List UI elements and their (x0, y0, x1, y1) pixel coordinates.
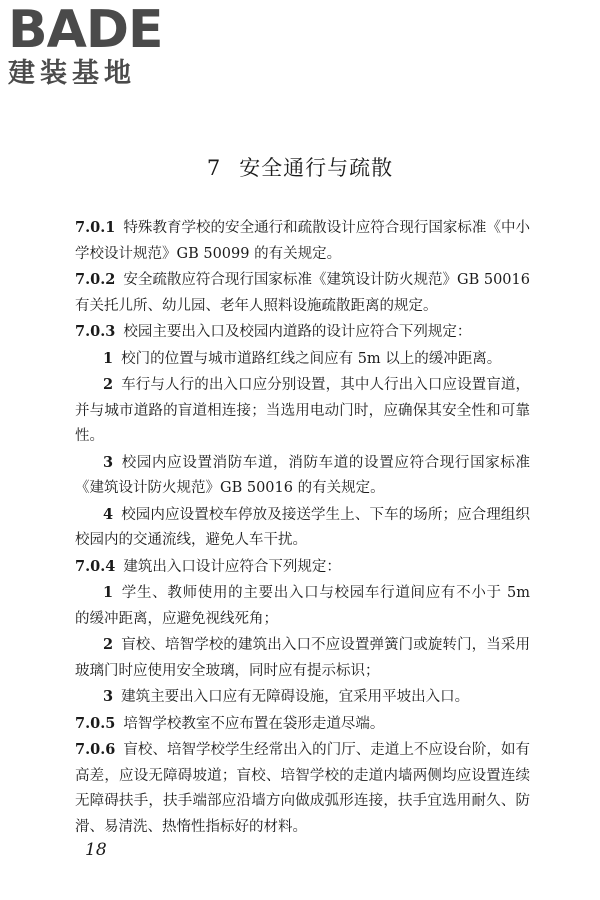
logo-brand: BADE (8, 0, 163, 60)
item-text: 车行与人行的出入口应分别设置，其中人行出入口应设置盲道，并与城市道路的盲道相连接；当选用电动门时，应确保其安全性和可靠性。 (75, 377, 530, 444)
clause-text: 校园主要出入口及校园内道路的设计应符合下列规定： (123, 324, 472, 340)
brand-logo (8, 0, 183, 90)
list-item (75, 450, 530, 502)
clause-7-0-6 (75, 737, 530, 840)
clause-number: 7.0.6 (75, 741, 116, 758)
clause-7-0-4 (75, 554, 530, 581)
clause-number: 7.0.5 (75, 714, 116, 732)
chapter-heading: 安全通行与疏散 (239, 156, 394, 180)
list-item (75, 632, 530, 684)
item-number: 2 (103, 376, 114, 393)
clause-number: 7.0.3 (75, 323, 116, 340)
list-item (75, 346, 530, 373)
item-text: 建筑主要出入口应有无障碍设施，宜采用平坡出入口。 (121, 689, 470, 705)
clause-text: 安全疏散应符合现行国家标准《建筑设计防火规范》GB 50016 有关托儿所、幼儿园、老年人照料设施疏散距离的规定。 (75, 272, 530, 314)
clause-text: 特殊教育学校的安全通行和疏散设计应符合现行国家标准《中小学校设计规范》GB 50099 的有关规定。 (75, 220, 530, 262)
list-item (75, 580, 530, 632)
clause-number: 7.0.2 (75, 271, 116, 288)
item-number: 1 (103, 584, 114, 601)
item-text: 学生、教师使用的主要出入口与校园车行道间应有不小于 5m 的缓冲距离，应避免视线死角； (75, 585, 530, 627)
clause-7-0-5 (75, 711, 530, 738)
clause-number: 7.0.1 (75, 219, 116, 236)
item-number: 3 (103, 453, 114, 471)
item-text: 校门的位置与城市道路红线之间应有 5m 以上的缓冲距离。 (121, 350, 502, 367)
clause-7-0-1 (75, 215, 530, 267)
document-body (75, 215, 530, 840)
item-number: 4 (103, 505, 114, 523)
logo-subtitle: 建装基地 (8, 58, 136, 89)
page-number: 18 (85, 840, 107, 860)
clause-text: 盲校、培智学校学生经常出入的门厅、走道上不应设台阶，如有高差，应设无障碍坡道；盲校、培智学校的走道内墙两侧均应设置连续无障碍扶手，扶手端部应沿墙方向做成弧形连接，扶手宜选用耐久、防滑、易清洗、热惰性指标好的材料。 (75, 742, 530, 835)
item-text: 校园内应设置消防车道，消防车道的设置应符合现行国家标准《建筑设计防火规范》GB 50016 的有关规定。 (75, 454, 530, 496)
chapter-title (0, 152, 600, 182)
item-number: 2 (103, 636, 114, 653)
list-item (75, 372, 530, 450)
clause-number: 7.0.4 (75, 557, 116, 575)
chapter-number: 7 (206, 156, 222, 180)
list-item (75, 684, 530, 711)
clause-7-0-3 (75, 319, 530, 346)
item-text: 校园内应设置校车停放及接送学生上、下车的场所；应合理组织校园内的交通流线，避免人车干扰。 (75, 506, 530, 548)
clause-text: 培智学校教室不应布置在袋形走道尽端。 (123, 715, 385, 732)
clause-7-0-2 (75, 267, 530, 319)
item-text: 盲校、培智学校的建筑出入口不应设置弹簧门或旋转门，当采用玻璃门时应使用安全玻璃，同时应有提示标识； (75, 637, 530, 679)
item-number: 1 (103, 349, 114, 367)
clause-text: 建筑出入口设计应符合下列规定： (123, 558, 341, 575)
list-item (75, 502, 530, 554)
item-number: 3 (103, 688, 114, 705)
